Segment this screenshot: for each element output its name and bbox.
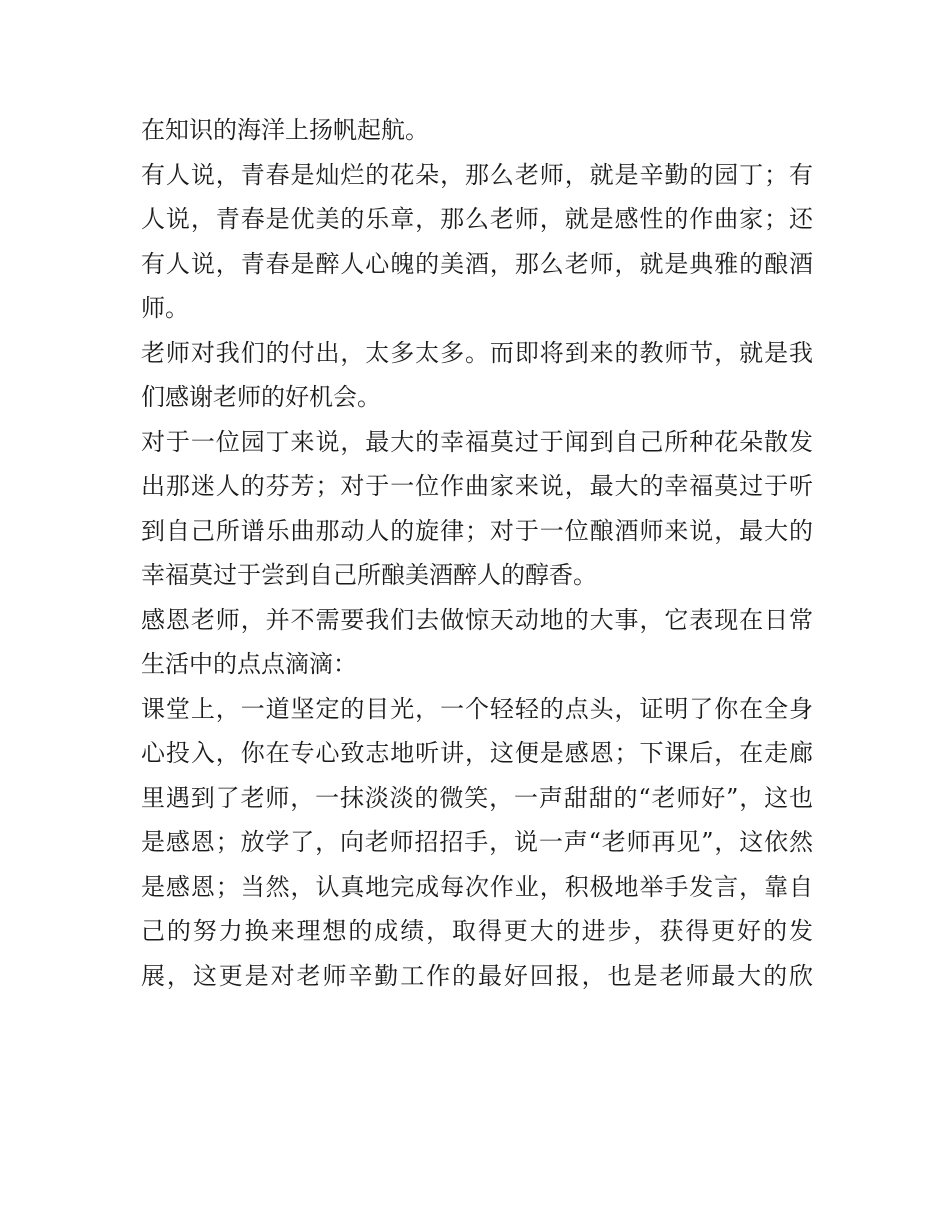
text-line: 到自己所谱乐曲那动人的旋律；对于一位酿酒师来说，最大的 <box>141 516 813 545</box>
text-line: 有人说，青春是醉人心魄的美酒，那么老师，就是典雅的酿酒 <box>141 249 813 278</box>
text-line: 幸福莫过于尝到自己所酿美酒醉人的醇香。 <box>141 561 597 589</box>
text-line: 展，这更是对老师辛勤工作的最好回报，也是老师最大的欣 <box>141 961 813 990</box>
text-line: 心投入，你在专心致志地听讲，这便是感恩；下课后，在走廊 <box>141 739 813 767</box>
text-line: 生活中的点点滴滴： <box>141 650 357 678</box>
text-line: 对于一位园丁来说，最大的幸福莫过于闻到自己所种花朵散发 <box>141 427 813 456</box>
text-line: 课堂上，一道坚定的目光，一个轻轻的点头，证明了你在全身 <box>141 694 813 723</box>
text-line: 人说，青春是优美的乐章，那么老师，就是感性的作曲家；还 <box>141 205 813 233</box>
text-line: 己的努力换来理想的成绩，取得更大的进步，获得更好的发 <box>141 917 813 945</box>
text-line: 老师对我们的付出，太多太多。而即将到来的教师节，就是我 <box>141 338 813 367</box>
document-body <box>141 108 813 998</box>
text-line: 是感恩；放学了，向老师招招手，说一声“老师再见”，这依然 <box>141 828 813 856</box>
text-line: 们感谢老师的好机会。 <box>141 383 381 411</box>
text-line: 里遇到了老师，一抹淡淡的微笑，一声甜甜的“老师好”，这也 <box>141 783 813 812</box>
text-line: 在知识的海洋上扬帆起航。 <box>141 116 429 144</box>
text-line: 是感恩；当然，认真地完成每次作业，积极地举手发言，靠自 <box>141 872 813 901</box>
text-line: 感恩老师，并不需要我们去做惊天动地的大事，它表现在日常 <box>141 605 813 634</box>
text-line: 师。 <box>141 294 189 322</box>
text-line: 有人说，青春是灿烂的花朵，那么老师，就是辛勤的园丁；有 <box>141 160 813 189</box>
text-line: 出那迷人的芬芳；对于一位作曲家来说，最大的幸福莫过于听 <box>141 472 813 500</box>
